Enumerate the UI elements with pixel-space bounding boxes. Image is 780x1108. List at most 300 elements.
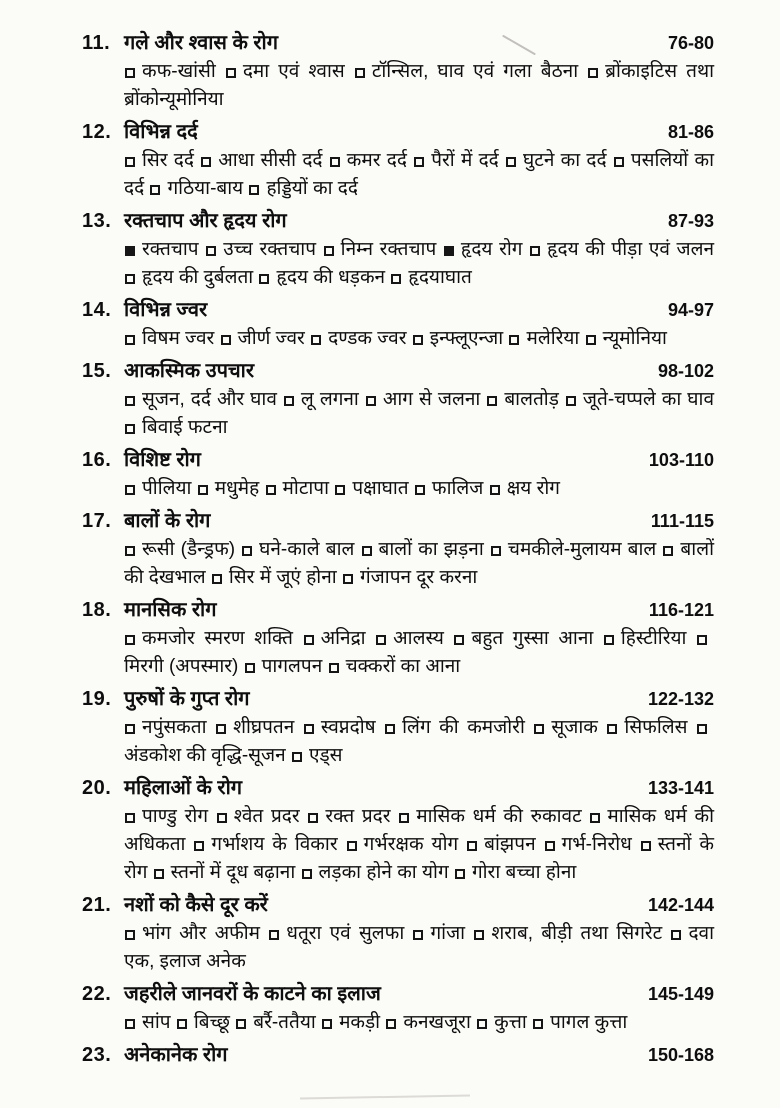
chapter-topics	[124, 536, 714, 592]
topic-item	[606, 717, 687, 738]
open-square-bullet-icon	[347, 841, 357, 851]
filled-square-bullet-icon	[444, 246, 454, 256]
topic-item	[490, 539, 656, 560]
chapter-number: 19.	[82, 688, 112, 710]
open-square-bullet-icon	[245, 663, 255, 673]
chapter-title: जहरीले जानवरों के काटने का इलाज	[124, 983, 381, 1005]
open-square-bullet-icon	[125, 485, 135, 495]
open-square-bullet-icon	[125, 724, 135, 734]
topic-item	[124, 389, 277, 410]
open-square-bullet-icon	[266, 485, 276, 495]
topic-label: पीलिया	[142, 478, 192, 499]
chapter-heading	[82, 890, 714, 920]
topic-label: पागल कुत्ता	[550, 1012, 628, 1033]
chapter-title: महिलाओं के रोग	[124, 777, 243, 799]
topic-item	[215, 717, 294, 738]
open-square-bullet-icon	[491, 546, 501, 556]
topic-item	[476, 1012, 527, 1033]
topic-label: क्षय रोग	[506, 478, 560, 499]
topic-label: मधुमेह	[214, 478, 260, 499]
topic-item	[124, 628, 293, 649]
topic-label: दण्डक ज्वर	[328, 328, 407, 349]
chapter-title: अनेकानेक रोग	[124, 1044, 228, 1066]
page-range: 142-144	[647, 895, 714, 915]
open-square-bullet-icon	[242, 546, 252, 556]
open-square-bullet-icon	[125, 930, 135, 940]
open-square-bullet-icon	[311, 335, 321, 345]
topic-label: चक्करों का आना	[345, 656, 461, 677]
chapter-title: विभिन्न दर्द	[124, 121, 198, 143]
topic-label: बालों का झड़ना	[378, 539, 484, 560]
open-square-bullet-icon	[194, 841, 204, 851]
chapter-heading	[82, 445, 714, 475]
toc-list	[82, 28, 714, 1070]
chapter-heading	[82, 117, 714, 147]
topic-label: गर्भ-निरोध	[561, 834, 632, 855]
topic-label: स्तनों के रोग	[124, 834, 715, 883]
topic-item	[453, 628, 593, 649]
topic-item	[585, 328, 667, 349]
page-range: 150-168	[647, 1045, 714, 1065]
topic-item	[412, 328, 503, 349]
topic-item	[124, 239, 199, 260]
topic-label: बालों की देखभाल	[124, 539, 714, 588]
chapter-topics	[124, 803, 714, 887]
open-square-bullet-icon	[284, 396, 294, 406]
topic-item	[124, 806, 208, 827]
open-square-bullet-icon	[308, 813, 318, 823]
open-square-bullet-icon	[304, 635, 314, 645]
topic-label: दमा एवं श्वास	[242, 61, 345, 82]
open-square-bullet-icon	[391, 274, 401, 284]
topic-item	[225, 61, 345, 82]
open-square-bullet-icon	[249, 185, 259, 195]
topic-label: घुटने का दर्द	[523, 150, 607, 171]
chapter-number: 15.	[82, 360, 112, 382]
open-square-bullet-icon	[322, 1019, 332, 1029]
open-square-bullet-icon	[355, 68, 365, 78]
topic-item	[473, 923, 662, 944]
topic-label: सूजन, दर्द और घाव	[142, 389, 277, 410]
chapter-topics	[124, 714, 714, 770]
topic-label: हृदयाघात	[408, 267, 472, 288]
topic-label: गर्भाशय के विकार	[211, 834, 338, 855]
toc-entry	[82, 773, 714, 887]
topic-label: हड्डियों का दर्द	[266, 178, 358, 199]
chapter-heading	[82, 595, 714, 625]
page-range: 76-80	[667, 33, 714, 53]
topic-label: हृदय की दुर्बलता	[142, 267, 254, 288]
topic-item	[193, 834, 337, 855]
chapter-number: 16.	[82, 449, 112, 471]
topic-item	[241, 539, 354, 560]
topic-item	[124, 267, 253, 288]
open-square-bullet-icon	[269, 930, 279, 940]
topic-item	[265, 478, 330, 499]
topic-label: जूते-चप्पले का घाव	[582, 389, 715, 410]
chapter-title: विशिष्ट रोग	[124, 449, 201, 471]
chapter-title: विभिन्न ज्वर	[124, 299, 208, 321]
chapter-number: 12.	[82, 121, 112, 143]
open-square-bullet-icon	[533, 1019, 543, 1029]
topic-label: घने-काले बाल	[259, 539, 355, 560]
topic-item	[361, 539, 484, 560]
page-range: 103-110	[648, 450, 714, 470]
topic-label: आधा सीसी दर्द	[218, 150, 323, 171]
open-square-bullet-icon	[509, 335, 519, 345]
topic-item	[291, 745, 343, 766]
open-square-bullet-icon	[330, 157, 340, 167]
topic-label: रक्तचाप	[142, 239, 199, 260]
topic-item	[443, 239, 523, 260]
page-range: 116-121	[648, 600, 714, 620]
topic-label: उच्च रक्तचाप	[223, 239, 317, 260]
chapter-number: 14.	[82, 299, 112, 321]
topic-label: एड्स	[308, 745, 343, 766]
topic-item	[205, 239, 316, 260]
toc-entry	[82, 595, 714, 681]
open-square-bullet-icon	[125, 335, 135, 345]
topic-label: दवा एक, इलाज अनेक	[124, 923, 715, 972]
toc-entry	[82, 1040, 714, 1070]
topic-label: रूसी (डैन्ड्रफ)	[142, 539, 236, 560]
open-square-bullet-icon	[221, 335, 231, 345]
topic-item	[149, 178, 243, 199]
open-square-bullet-icon	[545, 841, 555, 851]
open-square-bullet-icon	[413, 335, 423, 345]
chapter-heading	[82, 506, 714, 536]
topic-label: सिफलिस	[624, 717, 688, 738]
toc-entry	[82, 206, 714, 292]
open-square-bullet-icon	[217, 813, 227, 823]
topic-label: सिर दर्द	[142, 150, 194, 171]
topic-item	[301, 862, 449, 883]
chapter-topics	[124, 236, 714, 292]
page-range: 87-93	[667, 211, 714, 231]
topic-item	[310, 328, 406, 349]
topic-item	[533, 717, 597, 738]
topic-item	[385, 1012, 470, 1033]
open-square-bullet-icon	[324, 246, 334, 256]
topic-item	[248, 178, 358, 199]
open-square-bullet-icon	[236, 1019, 246, 1029]
topic-item	[346, 834, 459, 855]
topic-label: भांग और अफीम	[142, 923, 261, 944]
topic-item	[220, 328, 305, 349]
topic-item	[235, 1012, 316, 1033]
chapter-topics	[124, 325, 714, 353]
topic-label: मिरगी (अपस्मार)	[124, 656, 239, 677]
toc-entry	[82, 684, 714, 770]
open-square-bullet-icon	[566, 396, 576, 406]
topic-label: रक्त प्रदर	[325, 806, 391, 827]
topic-item	[413, 150, 499, 171]
topic-item	[124, 539, 235, 560]
open-square-bullet-icon	[399, 813, 409, 823]
topic-item	[529, 239, 714, 260]
topic-item	[398, 806, 581, 827]
topic-item	[603, 628, 687, 649]
topic-item	[365, 389, 480, 410]
chapter-title: पुरुषों के गुप्त रोग	[124, 688, 250, 710]
topic-item	[414, 478, 483, 499]
topic-label: कनखजूरा	[403, 1012, 471, 1033]
open-square-bullet-icon	[454, 635, 464, 645]
open-square-bullet-icon	[216, 724, 226, 734]
topic-label: आग से जलना	[382, 389, 481, 410]
topic-label: अंडकोश की वृद्धि-सूजन	[124, 745, 286, 766]
chapter-heading	[82, 979, 714, 1009]
topic-label: पसलियों का दर्द	[124, 150, 714, 199]
chapter-title: गले और श्वास के रोग	[124, 32, 278, 54]
topic-label: आलस्य	[393, 628, 444, 649]
topic-label: नपुंसकता	[142, 717, 207, 738]
topic-item	[211, 567, 337, 588]
topic-item	[124, 417, 228, 438]
topic-item	[466, 834, 535, 855]
topic-label: न्यूमोनिया	[602, 328, 667, 349]
open-square-bullet-icon	[671, 930, 681, 940]
topic-item	[321, 1012, 380, 1033]
open-square-bullet-icon	[329, 663, 339, 673]
topic-label: जीर्ण ज्वर	[237, 328, 305, 349]
open-square-bullet-icon	[415, 485, 425, 495]
topic-item	[200, 150, 322, 171]
topic-item	[384, 717, 525, 738]
open-square-bullet-icon	[467, 841, 477, 851]
topic-item	[258, 267, 385, 288]
open-square-bullet-icon	[201, 157, 211, 167]
toc-entry	[82, 979, 714, 1037]
topic-item	[153, 862, 296, 883]
page-range: 94-97	[667, 300, 714, 320]
page-range: 111-115	[650, 511, 714, 531]
open-square-bullet-icon	[385, 724, 395, 734]
topic-label: पक्षाघात	[352, 478, 409, 499]
page-range: 133-141	[647, 778, 714, 798]
chapter-title: आकस्मिक उपचार	[124, 360, 255, 382]
topic-label: बर्रै-ततैया	[253, 1012, 316, 1033]
topic-item	[197, 478, 260, 499]
topic-label: गोरा बच्चा होना	[471, 862, 577, 883]
topic-label: गांजा	[430, 923, 466, 944]
open-square-bullet-icon	[530, 246, 540, 256]
chapter-topics	[124, 920, 714, 976]
topic-label: पाण्डु रोग	[142, 806, 209, 827]
topic-item	[124, 61, 216, 82]
topic-label: शराब, बीड़ी तथा सिगरेट	[491, 923, 663, 944]
chapter-title: नशों को कैसे दूर करें	[124, 894, 268, 916]
open-square-bullet-icon	[362, 546, 372, 556]
topic-label: बिवाई फटना	[142, 417, 228, 438]
topic-label: कुत्ता	[494, 1012, 527, 1033]
topic-item	[323, 239, 437, 260]
topic-item	[176, 1012, 230, 1033]
open-square-bullet-icon	[386, 1019, 396, 1029]
topic-item	[303, 628, 366, 649]
topic-item	[329, 150, 407, 171]
topic-label: स्वप्नदोष	[320, 717, 376, 738]
topic-label: हिस्टीरिया	[620, 628, 687, 649]
open-square-bullet-icon	[474, 930, 484, 940]
chapter-number: 21.	[82, 894, 112, 916]
open-square-bullet-icon	[663, 546, 673, 556]
chapter-heading	[82, 206, 714, 236]
open-square-bullet-icon	[335, 485, 345, 495]
chapter-title: रक्तचाप और हृदय रोग	[124, 210, 287, 232]
topic-label: कमजोर स्मरण शक्ति	[142, 628, 294, 649]
topic-label: बालतोड़	[504, 389, 559, 410]
topic-label: निम्न रक्तचाप	[340, 239, 437, 260]
open-square-bullet-icon	[366, 396, 376, 406]
toc-entry	[82, 295, 714, 353]
topic-item	[412, 923, 465, 944]
topic-item	[124, 923, 260, 944]
topic-item	[334, 478, 408, 499]
open-square-bullet-icon	[490, 485, 500, 495]
topic-item	[375, 628, 444, 649]
topic-item	[508, 328, 579, 349]
topic-label: बहुत गुस्सा आना	[471, 628, 594, 649]
topic-item	[544, 834, 632, 855]
open-square-bullet-icon	[414, 157, 424, 167]
toc-entry	[82, 117, 714, 203]
chapter-number: 18.	[82, 599, 112, 621]
topic-item	[565, 389, 714, 410]
open-square-bullet-icon	[177, 1019, 187, 1029]
topic-item	[124, 328, 214, 349]
chapter-topics	[124, 147, 714, 203]
open-square-bullet-icon	[125, 68, 135, 78]
open-square-bullet-icon	[697, 635, 707, 645]
topic-label: ब्रोंकाइटिस तथा ब्रोंकोन्यूमोनिया	[124, 61, 715, 110]
open-square-bullet-icon	[125, 424, 135, 434]
chapter-heading	[82, 295, 714, 325]
toc-entry	[82, 445, 714, 503]
toc-entry	[82, 356, 714, 442]
open-square-bullet-icon	[590, 813, 600, 823]
open-square-bullet-icon	[125, 813, 135, 823]
topic-label: लड़का होने का योग	[318, 862, 449, 883]
chapter-heading	[82, 28, 714, 58]
chapter-title: मानसिक रोग	[124, 599, 217, 621]
topic-item	[124, 1012, 171, 1033]
topic-label: मासिक धर्म की अधिकता	[124, 806, 715, 855]
page-range: 145-149	[647, 984, 714, 1004]
topic-label: शीघ्रपतन	[233, 717, 295, 738]
topic-label: पागलपन	[261, 656, 323, 677]
chapter-topics	[124, 625, 714, 681]
topic-item	[283, 389, 359, 410]
topic-label: गठिया-बाय	[167, 178, 244, 199]
topic-label: सिर में जूएं होना	[228, 567, 337, 588]
topic-label: गंजापन दूर करना	[359, 567, 478, 588]
topic-label: फालिज	[431, 478, 484, 499]
topic-label: गर्भरक्षक योग	[363, 834, 459, 855]
topic-label: कफ-खांसी	[142, 61, 216, 82]
open-square-bullet-icon	[607, 724, 617, 734]
topic-item	[328, 656, 461, 677]
chapter-topics	[124, 1009, 714, 1037]
open-square-bullet-icon	[125, 546, 135, 556]
chapter-heading	[82, 684, 714, 714]
topic-label: मलेरिया	[526, 328, 580, 349]
toc-entry	[82, 506, 714, 592]
open-square-bullet-icon	[206, 246, 216, 256]
topic-label: मोटापा	[282, 478, 330, 499]
open-square-bullet-icon	[292, 752, 302, 762]
open-square-bullet-icon	[125, 635, 135, 645]
scan-artifact	[300, 1095, 470, 1100]
topic-label: मासिक धर्म की रुकावट	[416, 806, 582, 827]
open-square-bullet-icon	[455, 869, 465, 879]
chapter-topics	[124, 475, 714, 503]
topic-item	[486, 389, 559, 410]
chapter-title: बालों के रोग	[124, 510, 211, 532]
open-square-bullet-icon	[641, 841, 651, 851]
chapter-number: 11.	[82, 32, 111, 54]
topic-label: इन्फ्लूएन्जा	[429, 328, 504, 349]
page-range: 81-86	[667, 122, 714, 142]
topic-item	[124, 717, 207, 738]
topic-item	[454, 862, 576, 883]
topic-item	[532, 1012, 627, 1033]
toc-entry	[82, 28, 714, 114]
open-square-bullet-icon	[198, 485, 208, 495]
open-square-bullet-icon	[125, 274, 135, 284]
topic-item	[216, 806, 300, 827]
topic-label: सांप	[142, 1012, 171, 1033]
chapter-number: 22.	[82, 983, 112, 1005]
topic-label: अनिद्रा	[320, 628, 366, 649]
toc-entry	[82, 890, 714, 976]
topic-label: हृदय की धड़कन	[276, 267, 386, 288]
open-square-bullet-icon	[150, 185, 160, 195]
topic-label: मकड़ी	[339, 1012, 381, 1033]
topic-label: पैरों में दर्द	[431, 150, 499, 171]
open-square-bullet-icon	[697, 724, 707, 734]
chapter-heading	[82, 356, 714, 386]
open-square-bullet-icon	[614, 157, 624, 167]
topic-label: श्वेत प्रदर	[233, 806, 300, 827]
chapter-topics	[124, 58, 714, 114]
open-square-bullet-icon	[413, 930, 423, 940]
page-range: 98-102	[657, 361, 714, 381]
topic-item	[489, 478, 560, 499]
topic-label: लू लगना	[300, 389, 359, 410]
open-square-bullet-icon	[125, 1019, 135, 1029]
chapter-heading	[82, 773, 714, 803]
topic-label: बांझपन	[484, 834, 536, 855]
open-square-bullet-icon	[154, 869, 164, 879]
topic-label: स्तनों में दूध बढ़ाना	[170, 862, 296, 883]
open-square-bullet-icon	[506, 157, 516, 167]
topic-item	[390, 267, 471, 288]
open-square-bullet-icon	[226, 68, 236, 78]
topic-item	[307, 806, 390, 827]
chapter-number: 20.	[82, 777, 112, 799]
chapter-number: 17.	[82, 510, 112, 532]
open-square-bullet-icon	[125, 396, 135, 406]
open-square-bullet-icon	[212, 574, 222, 584]
open-square-bullet-icon	[588, 68, 598, 78]
topic-item	[124, 478, 191, 499]
topic-label: सूजाक	[551, 717, 598, 738]
topic-item	[505, 150, 607, 171]
chapter-number: 13.	[82, 210, 112, 232]
topic-label: टॉन्सिल, घाव एवं गला बैठना	[371, 61, 579, 82]
open-square-bullet-icon	[477, 1019, 487, 1029]
